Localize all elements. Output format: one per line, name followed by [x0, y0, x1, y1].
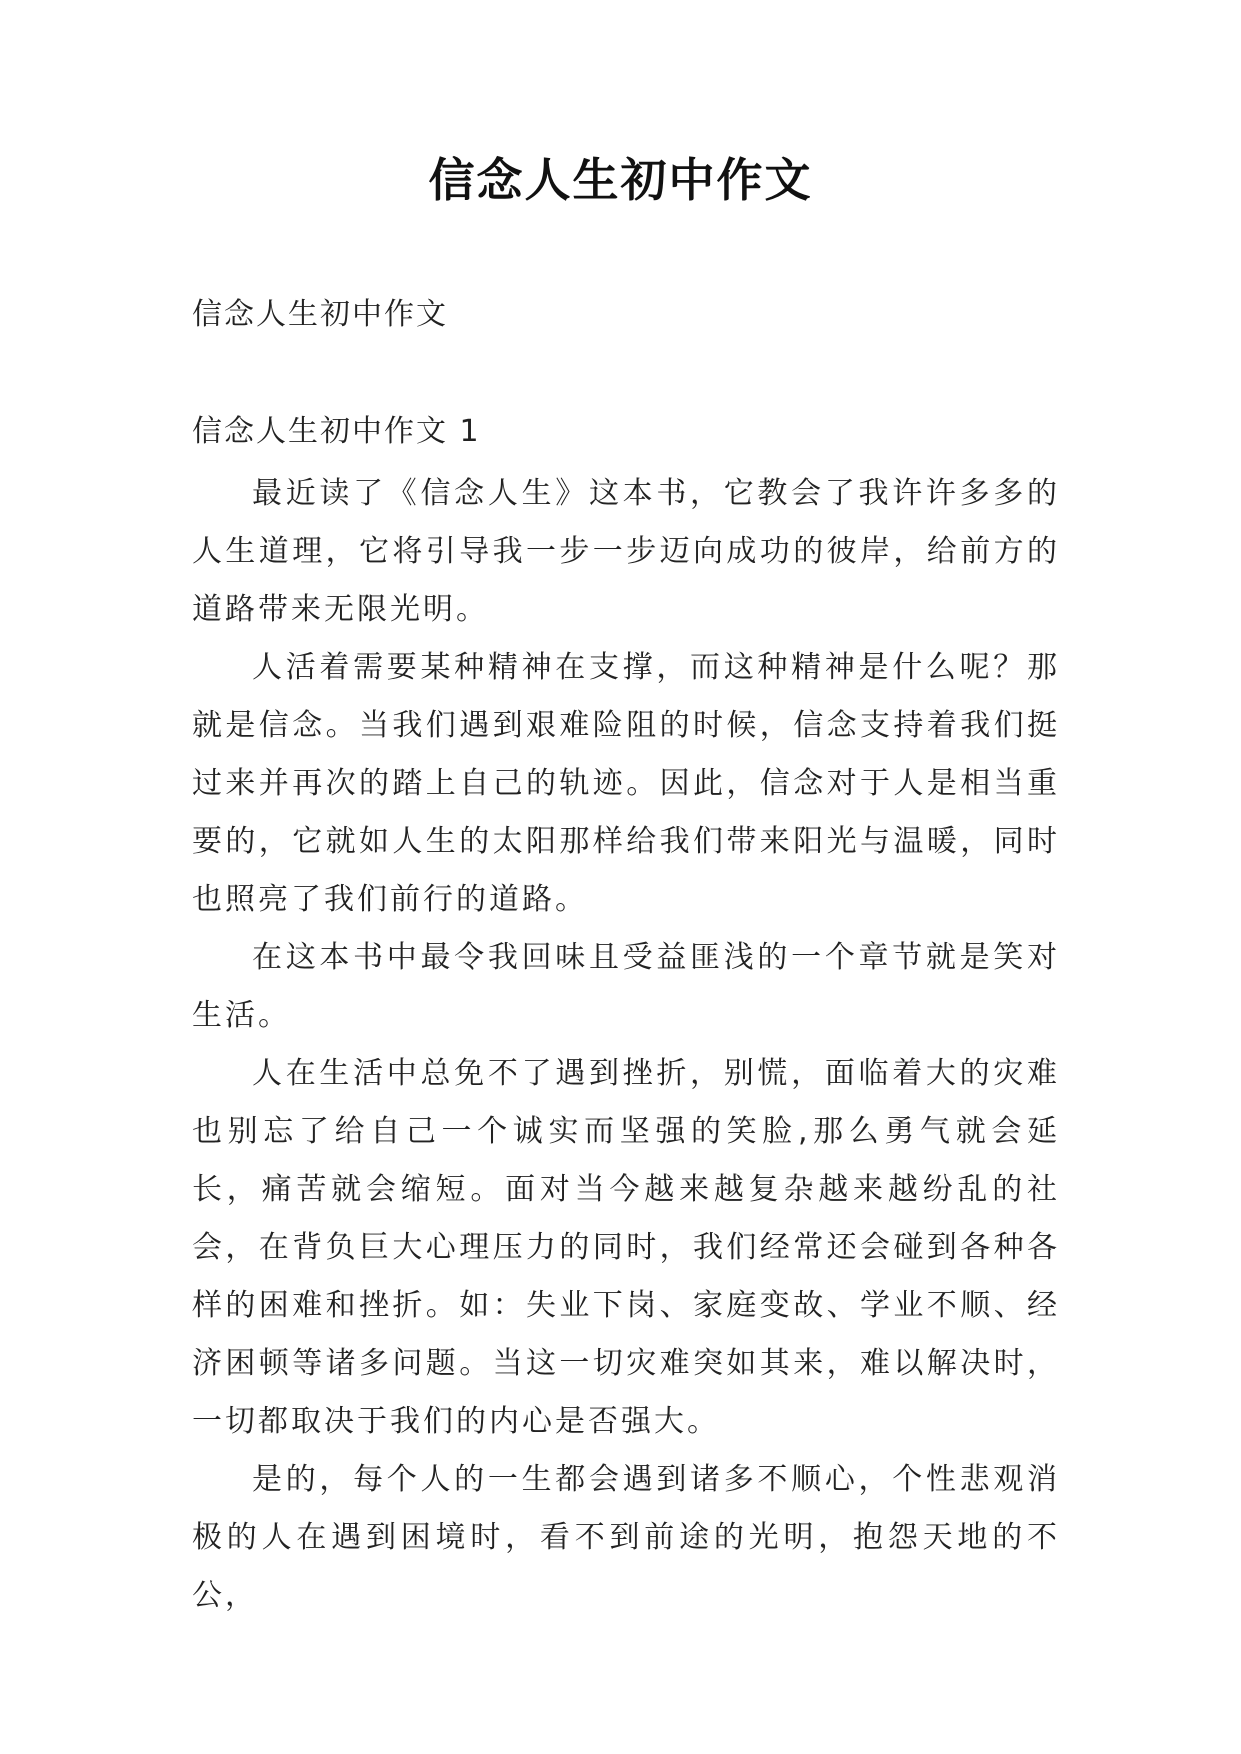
section-heading: 信念人生初中作文 1 [192, 414, 481, 449]
paragraph: 在这本书中最令我回味且受益匪浅的一个章节就是笑对生活。 [192, 940, 1060, 1033]
document-subtitle: 信念人生初中作文 [192, 297, 448, 332]
paragraph: 人活着需要某种精神在支撑，而这种精神是什么呢？那就是信念。当我们遇到艰难险阻的时候，信念支持着我们挺过来并再次的踏上自己的轨迹。因此，信念对于人是相当重要的，它就如人生的太阳那样给我们带来阳光与温暖，同时也照亮了我们前行的道路。 [192, 650, 1060, 917]
essay-body [192, 465, 1060, 1625]
paragraph: 人在生活中总免不了遇到挫折，别慌，面临着大的灾难也别忘了给自己一个诚实而坚强的笑脸,那么勇气就会延长，痛苦就会缩短。面对当今越来越复杂越来越纷乱的社会，在背负巨大心理压力的同时，我们经常还会碰到各种各样的困难和挫折。如：失业下岗、家庭变故、学业不顺、经济困顿等诸多问题。当这一切灾难突如其来，难以解决时，一切都取决于我们的内心是否强大。 [192, 1056, 1060, 1439]
paragraph: 是的，每个人的一生都会遇到诸多不顺心，个性悲观消极的人在遇到困境时，看不到前途的光明，抱怨天地的不公， [192, 1462, 1060, 1613]
paragraph: 最近读了《信念人生》这本书，它教会了我许许多多的人生道理，它将引导我一步一步迈向成功的彼岸，给前方的道路带来无限光明。 [192, 476, 1060, 627]
document-title: 信念人生初中作文 [428, 153, 813, 207]
